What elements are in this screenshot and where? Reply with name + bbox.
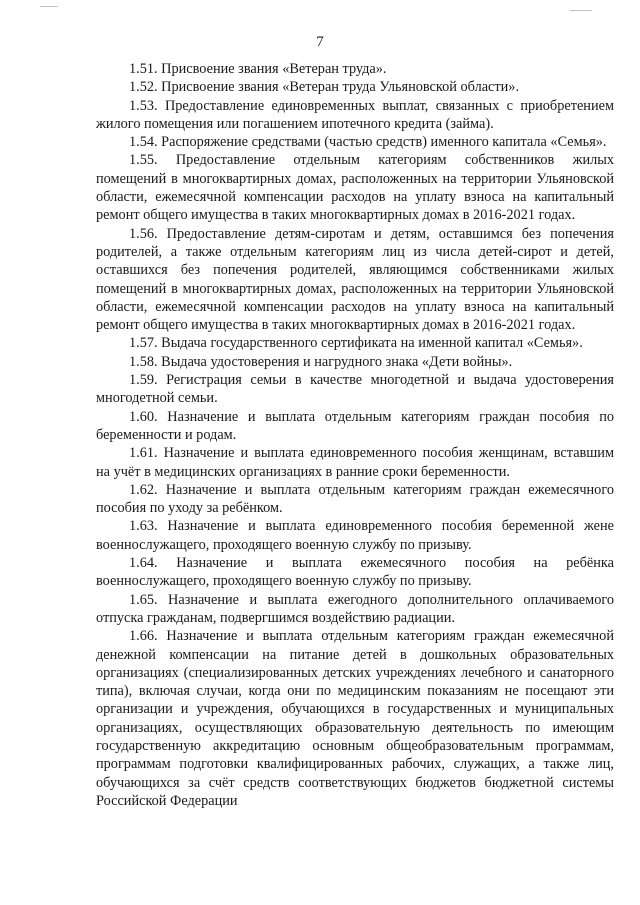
list-item-1-54: 1.54. Распоряжение средствами (частью средств) именного капитала «Семья». — [129, 134, 607, 151]
list-item-1-52: 1.52. Присвоение звания «Ветеран труда Ульяновской области». — [129, 79, 520, 96]
list-item-1-53: 1.53. Предоставление единовременных выплат, связанных с приобретением жилого помещения или погашением ипотечного кредита (займа). — [96, 97, 614, 132]
scan-artifact-top-left — [40, 6, 58, 7]
list-item-1-65: 1.65. Назначение и выплата ежегодного дополнительного оплачиваемого отпуска гражданам, подвергшимся воздействию радиации. — [96, 591, 614, 626]
list-item-1-60: 1.60. Назначение и выплата отдельным категориям граждан пособия по беременности и родам. — [96, 408, 614, 443]
list-item-1-62: 1.62. Назначение и выплата отдельным категориям граждан ежемесячного пособия по уходу за ребёнком. — [96, 481, 614, 517]
document-body — [96, 60, 614, 810]
list-item-1-51: 1.51. Присвоение звания «Ветеран труда». — [129, 61, 387, 77]
scan-artifact-top-right — [570, 10, 592, 11]
page-number: 7 — [316, 34, 324, 50]
list-item-1-64: 1.64. Назначение и выплата ежемесячного пособия на ребёнка военнослужащего, проходящего военную службу по призыву. — [96, 555, 614, 590]
list-item-1-61: 1.61. Назначение и выплата единовременного пособия женщинам, вставшим на учёт в медицинских организациях в ранние сроки беременности. — [96, 445, 614, 480]
list-item-1-63: 1.63. Назначение и выплата единовременного пособия беременной жене военнослужащего, проходящего военную службу по призыву. — [96, 518, 614, 553]
list-item-1-58: 1.58. Выдача удостоверения и нагрудного знака «Дети войны». — [129, 353, 513, 370]
list-item-1-57: 1.57. Выдача государственного сертификата на именной капитал «Семья». — [129, 335, 583, 352]
list-item-1-55: 1.55. Предоставление отдельным категориям собственников жилых помещений в многоквартирных домах, расположенных на территории Ульяновской области, ежемесячной компенсации расходов на уплату взноса на капитальный ремонт общего имущества в таких многоквартирных домах в 2016-2021 годах. — [96, 152, 614, 224]
list-item-1-59: 1.59. Регистрация семьи в качестве многодетной и выдача удостоверения многодетной семьи. — [96, 372, 614, 407]
list-item-1-66: 1.66. Назначение и выплата отдельным категориям граждан ежемесячной денежной компенсации на питание детей в дошкольных образовательных организациях (специализированных детских учреждениях лечебного и санаторного типа), включая случаи, когда они по медицинским показаниям не посещают эти организации и учреждения, обучающихся в государственных и муниципальных организациях, осуществляющих образовательную деятельность по имеющим государственную аккредитацию основным общеобразовательным программам, программам подготовки квалифицированных рабочих, служащих, а также лиц, обучающихся за счёт средств соответствующих бюджетов бюджетной системы Российской Федерации — [96, 628, 614, 809]
list-item-1-56: 1.56. Предоставление детям-сиротам и детям, оставшимся без попечения родителей, а также отдельным категориям лиц из числа детей-сирот и детей, оставшихся без попечения родителей, являющимся собственниками жилых помещений в многоквартирных домах, расположенных на территории Ульяновской области, ежемесячной компенсации расходов на уплату взноса на капитальный ремонт общего имущества в таких многоквартирных домах в 2016-2021 годах. — [96, 225, 614, 334]
